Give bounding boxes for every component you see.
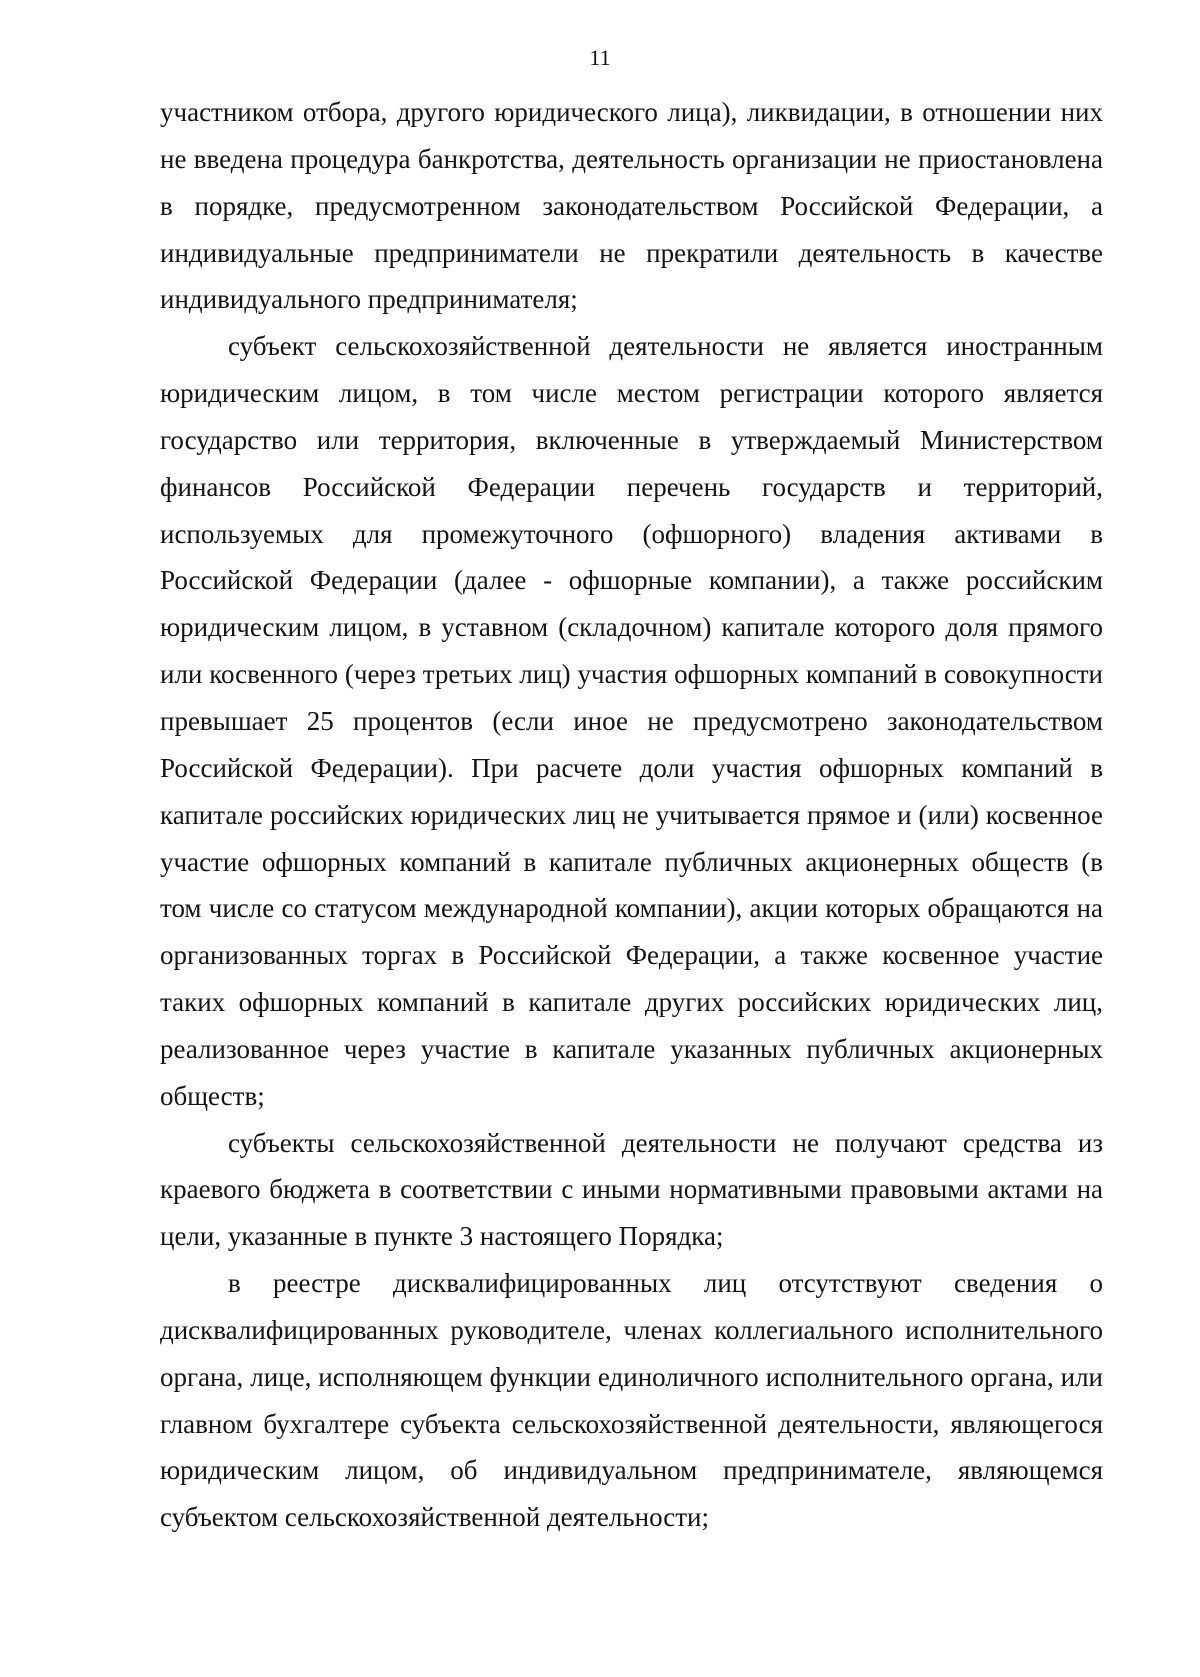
paragraph-offshore-companies: субъект сельскохозяйственной деятельности не является иностранным юридическим лицом, в том числе местом регистрации которого является государство или территория, включенные в утверждаемый Министерством финансов Российской Федерации перечень государств и территорий, используемых для промежуточного (офшорного) владения активами в Российской Федерации (далее - офшорные компании), а также российским юридическим лицом, в уставном (складочном) капитале которого доля прямого или косвенного (через третьих лиц) участия офшорных компаний в совокупности превышает 25 процентов (если иное не предусмотрено законодательством Российской Федерации). При расчете доли участия офшорных компаний в капитале российских юридических лиц не учитывается прямое и (или) косвенное участие офшорных компаний в капитале публичных акционерных обществ (в том числе со статусом международной компании), акции которых обращаются на организованных торгах в Российской Федерации, а также косвенное участие таких офшорных компаний в капитале других российских юридических лиц, реализованное через участие в капитале указанных публичных акционерных обществ;: [160, 331, 1103, 1111]
paragraph-budget-funds: субъекты сельскохозяйственной деятельности не получают средства из краевого бюджета в соответствии с иными нормативными правовыми актами на цели, указанные в пункте 3 настоящего Порядка;: [160, 1127, 1103, 1252]
page-number: 11: [589, 45, 611, 70]
paragraph-liquidation-bankruptcy: участником отбора, другого юридического лица), ликвидации, в отношении них не введена процедура банкротства, деятельность организации не приостановлена в порядке, предусмотренном законодательством Российской Федерации, а индивидуальные предприниматели не прекратили деятельность в качестве индивидуального предпринимателя;: [160, 97, 1103, 315]
document-body: [160, 89, 1103, 1541]
paragraph-disqualified-persons: в реестре дисквалифицированных лиц отсутствуют сведения о дисквалифицированных руководителе, членах коллегиального исполнительного органа, лице, исполняющем функции единоличного исполнительного органа, или главном бухгалтере субъекта сельскохозяйственной деятельности, являющегося юридическим лицом, об индивидуальном предпринимателе, являющемся субъектом сельскохозяйственной деятельности;: [160, 1268, 1103, 1533]
